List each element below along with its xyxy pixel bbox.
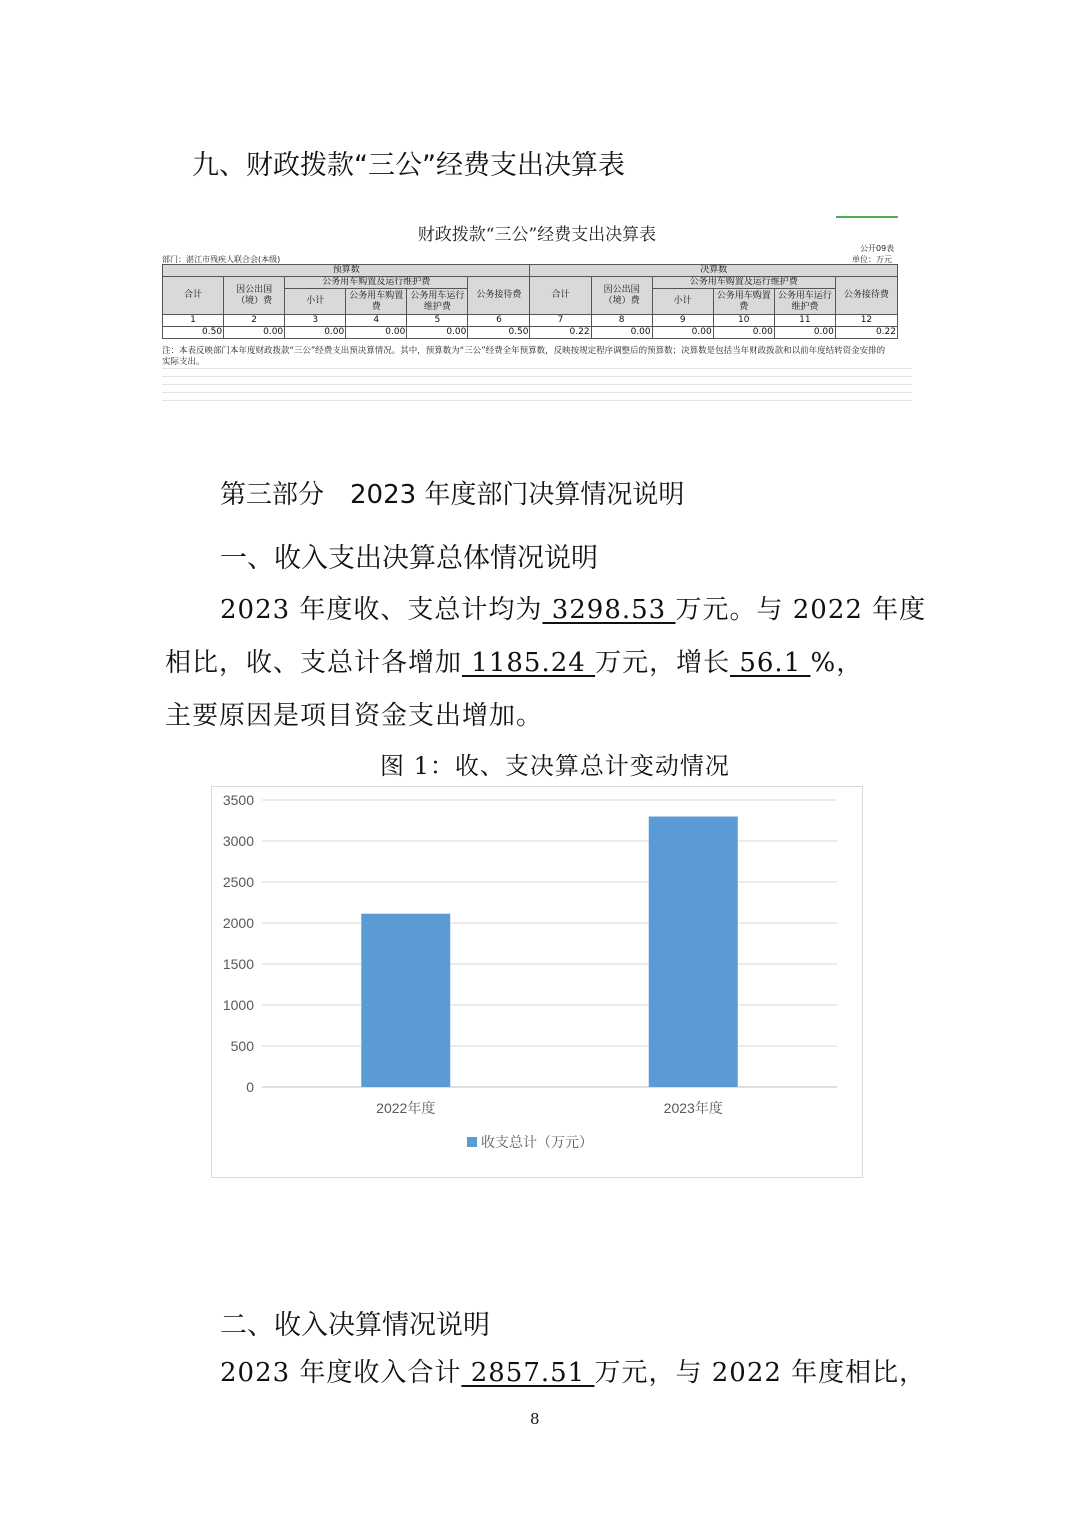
header-final: 决算数 bbox=[530, 265, 898, 277]
header-total: 合计 bbox=[530, 277, 591, 315]
income-value: 2857.51 bbox=[461, 1358, 595, 1388]
bar-chart-frame bbox=[211, 786, 863, 1178]
text: 万元，与 2022 年度相比， bbox=[594, 1358, 927, 1388]
table-unit: 单位：万元 bbox=[852, 255, 892, 264]
text: 2023 年度收入合计 bbox=[220, 1358, 462, 1388]
sheet-gridlines bbox=[162, 368, 912, 401]
value-cell: 0.00 bbox=[652, 327, 713, 339]
col-number: 6 bbox=[468, 315, 530, 327]
header-total: 合计 bbox=[163, 277, 224, 315]
paragraph-line: 主要原因是项目资金支出增加。 bbox=[165, 701, 544, 731]
paragraph-line bbox=[220, 1352, 926, 1389]
bar-chart bbox=[212, 787, 862, 1177]
text: %， bbox=[810, 648, 864, 678]
x-tick-label: 2023年度 bbox=[663, 1100, 723, 1116]
text: 2023 年度收、支总计均为 bbox=[220, 595, 543, 625]
table-note: 注：本表反映部门本年度财政拨款“三公”经费支出预决算情况。其中，预算数为“三公”经费全年预算数，反映按规定程序调整后的预算数；决算数是包括当年财政拨款和以前年度结转资金安排的实际支出。 bbox=[162, 346, 886, 367]
col-number: 4 bbox=[346, 315, 407, 327]
y-tick-label: 2500 bbox=[222, 874, 254, 890]
col-number: 10 bbox=[713, 315, 774, 327]
page-number: 8 bbox=[530, 1410, 540, 1428]
part-heading: 第三部分 2023 年度部门决算情况说明 bbox=[220, 480, 685, 510]
bar bbox=[649, 817, 738, 1087]
col-number: 3 bbox=[285, 315, 346, 327]
table-code: 公开09表 bbox=[860, 244, 895, 253]
legend-swatch bbox=[467, 1137, 477, 1147]
header-budget: 预算数 bbox=[163, 265, 530, 277]
value-cell: 0.22 bbox=[835, 327, 897, 339]
subheading-income: 二、收入决算情况说明 bbox=[220, 1310, 490, 1341]
header-vehicle-group: 公务用车购置及运行维护费 bbox=[652, 277, 835, 289]
paragraph-line bbox=[165, 642, 863, 679]
expense-table bbox=[162, 264, 898, 339]
figure-caption: 图 1：收、支决算总计变动情况 bbox=[380, 752, 730, 780]
value-cell: 0.50 bbox=[163, 327, 224, 339]
header-operation: 公务用车运行维护费 bbox=[407, 289, 468, 315]
table-department: 部门：湛江市残疾人联合会(本级) bbox=[162, 255, 281, 264]
col-number: 12 bbox=[835, 315, 897, 327]
increase-value: 1185.24 bbox=[462, 648, 596, 678]
y-tick-label: 0 bbox=[246, 1079, 254, 1095]
header-reception: 公务接待费 bbox=[835, 277, 897, 315]
col-number: 1 bbox=[163, 315, 224, 327]
value-cell: 0.00 bbox=[774, 327, 835, 339]
header-vehicle-group: 公务用车购置及运行维护费 bbox=[285, 277, 468, 289]
value-cell: 0.00 bbox=[346, 327, 407, 339]
header-purchase: 公务用车购置费 bbox=[713, 289, 774, 315]
value-cell: 0.00 bbox=[224, 327, 285, 339]
text: 相比，收、支总计各增加 bbox=[165, 648, 463, 678]
col-number: 9 bbox=[652, 315, 713, 327]
cell-highlight bbox=[836, 216, 898, 218]
y-tick-label: 3500 bbox=[222, 792, 254, 808]
subheading-income-expense: 一、收入支出决算总体情况说明 bbox=[220, 543, 598, 574]
y-tick-label: 1500 bbox=[222, 956, 254, 972]
bar bbox=[361, 914, 450, 1087]
col-number: 2 bbox=[224, 315, 285, 327]
text: 万元。与 2022 年度 bbox=[675, 595, 927, 625]
y-tick-label: 500 bbox=[230, 1038, 254, 1054]
col-number: 7 bbox=[530, 315, 591, 327]
y-tick-label: 1000 bbox=[222, 997, 254, 1013]
header-operation: 公务用车运行维护费 bbox=[774, 289, 835, 315]
growth-percent: 56.1 bbox=[730, 648, 811, 678]
header-abroad: 因公出国（境）费 bbox=[591, 277, 652, 315]
legend-label: 收支总计（万元） bbox=[481, 1134, 593, 1150]
value-cell: 0.00 bbox=[407, 327, 468, 339]
value-cell: 0.22 bbox=[530, 327, 591, 339]
header-reception: 公务接待费 bbox=[468, 277, 530, 315]
text: 万元，增长 bbox=[595, 648, 731, 678]
value-cell: 0.00 bbox=[285, 327, 346, 339]
col-number: 8 bbox=[591, 315, 652, 327]
col-number: 5 bbox=[407, 315, 468, 327]
value-cell: 0.00 bbox=[591, 327, 652, 339]
y-tick-label: 2000 bbox=[222, 915, 254, 931]
y-tick-label: 3000 bbox=[222, 833, 254, 849]
total-value: 3298.53 bbox=[542, 595, 676, 625]
x-tick-label: 2022年度 bbox=[376, 1100, 436, 1116]
section-heading: 九、财政拨款“三公”经费支出决算表 bbox=[192, 150, 625, 181]
table-title: 财政拨款“三公”经费支出决算表 bbox=[417, 225, 657, 245]
value-cell: 0.00 bbox=[713, 327, 774, 339]
paragraph-line bbox=[220, 589, 926, 626]
header-abroad: 因公出国（境）费 bbox=[224, 277, 285, 315]
header-subtotal: 小计 bbox=[285, 289, 346, 315]
header-subtotal: 小计 bbox=[652, 289, 713, 315]
header-purchase: 公务用车购置费 bbox=[346, 289, 407, 315]
three-public-expense-table bbox=[162, 216, 912, 401]
value-cell: 0.50 bbox=[468, 327, 530, 339]
col-number: 11 bbox=[774, 315, 835, 327]
